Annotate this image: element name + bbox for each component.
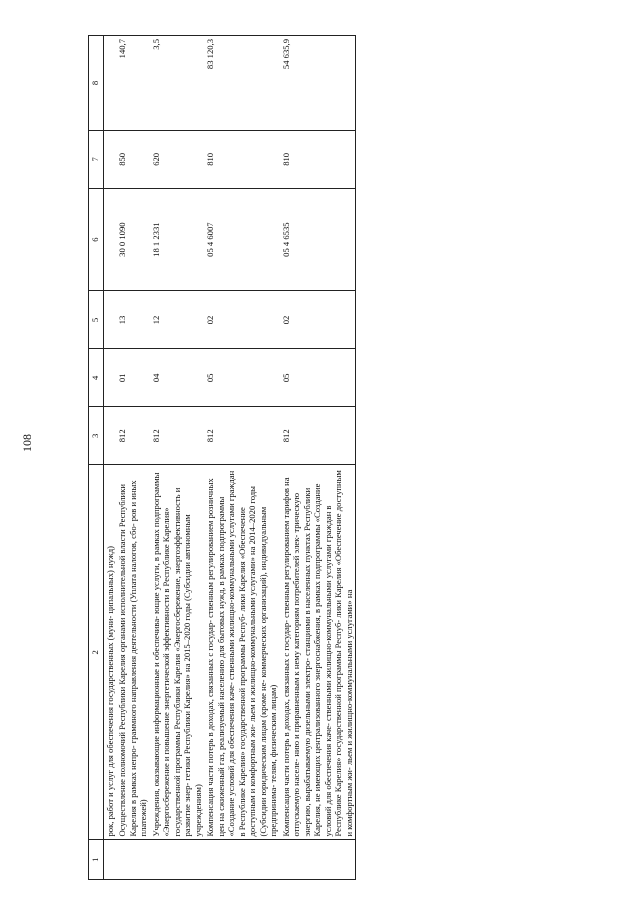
column-header: 4 bbox=[89, 349, 104, 407]
amount-cell: 140,7 bbox=[116, 36, 149, 131]
code-cell bbox=[104, 188, 117, 291]
row-number-cell bbox=[280, 840, 356, 880]
table-row bbox=[104, 36, 117, 880]
table-row bbox=[204, 36, 279, 880]
column-header: 1 bbox=[89, 840, 104, 880]
code-cell: 13 bbox=[116, 291, 149, 349]
row-number-cell bbox=[150, 840, 204, 880]
code-cell: 05 4 6535 bbox=[280, 188, 356, 291]
code-cell bbox=[104, 407, 117, 465]
table-row bbox=[280, 36, 356, 880]
code-cell: 01 bbox=[116, 349, 149, 407]
column-header: 3 bbox=[89, 407, 104, 465]
code-cell: 02 bbox=[280, 291, 356, 349]
column-header: 8 bbox=[89, 36, 104, 131]
description-cell: Учреждения, оказывающие информационные и обеспечива- ющие услуги, в рамках подпрограммы «Энергосбережение и повышение энергетической эффективности в Республике Карелия» государственной программы Республики Карелия «Энергосбережение, энергоэффективность и развитие энер- гетики Республики Карелия» на 2015–2020 годы (Субсидии автономным учреждениям) bbox=[150, 465, 204, 840]
code-cell bbox=[104, 130, 117, 188]
row-number-cell bbox=[104, 840, 117, 880]
column-header: 2 bbox=[89, 465, 104, 840]
page-number: 108 bbox=[20, 434, 34, 452]
code-cell bbox=[104, 291, 117, 349]
code-cell: 30 0 1090 bbox=[116, 188, 149, 291]
code-cell: 05 bbox=[204, 349, 279, 407]
code-cell: 812 bbox=[280, 407, 356, 465]
column-header: 6 bbox=[89, 188, 104, 291]
code-cell: 810 bbox=[204, 130, 279, 188]
description-cell: рок, работ и услуг для обеспечения государственных (муни- ципальных) нужд) bbox=[104, 465, 117, 840]
code-cell: 18 1 2331 bbox=[150, 188, 204, 291]
code-cell: 620 bbox=[150, 130, 204, 188]
code-cell: 812 bbox=[150, 407, 204, 465]
row-number-cell bbox=[204, 840, 279, 880]
code-cell bbox=[104, 349, 117, 407]
amount-cell bbox=[104, 36, 117, 131]
header-row bbox=[89, 36, 104, 880]
code-cell: 812 bbox=[116, 407, 149, 465]
description-cell: Компенсация части потерь в доходах, связанных с государ- ственным регулированием розничных цен на сжиженный газ, реализуемый населению для бытовых нужд, в рамках подпрограммы «Создание условий для обеспечения каче- ственными жилищно-коммунальными услугами граждан в Республике Карелия» государственной программы Респуб- лики Карелия «Обеспечение доступным и комфортным жи- льем и жилищно-коммунальными услугами» на 2014–2020 годы (Субсидии юридическим лицам (кроме не- коммерческих организаций), индивидуальным предпринима- телям, физическим лицам) bbox=[204, 465, 279, 840]
column-header: 5 bbox=[89, 291, 104, 349]
amount-cell: 83 120,3 bbox=[204, 36, 279, 131]
column-header: 7 bbox=[89, 130, 104, 188]
code-cell: 05 4 6007 bbox=[204, 188, 279, 291]
table-row bbox=[150, 36, 204, 880]
table-row bbox=[116, 36, 149, 880]
code-cell: 04 bbox=[150, 349, 204, 407]
code-cell: 810 bbox=[280, 130, 356, 188]
description-cell: Осуществление полномочий Республики Карелия органами исполнительной власти Республики Карелия в рамках непро- граммного направления деятельности (Уплата налогов, сбо- ров и иных платежей) bbox=[116, 465, 149, 840]
code-cell: 812 bbox=[204, 407, 279, 465]
code-cell: 850 bbox=[116, 130, 149, 188]
row-number-cell bbox=[116, 840, 149, 880]
amount-cell: 54 635,9 bbox=[280, 36, 356, 131]
description-cell: Компенсация части потерь в доходах, связанных с государ- ственным регулированием тарифов на отпускаемую населе- нию и приравненным к нему категориям потребителей элек- трическую энергию, вырабатываемую дизельными электро- станциями в населенных пунктах Республики Карелия, не имеющих централизованного энергоснабжения, в рамках подпрограммы «Создание условий для обеспечения каче- ственными жилищно-коммунальными услугами граждан в Республике Карелия» государственной программы Респуб- лики Карелия «Обеспечение доступным и комфортным жи- льем и жилищно-коммунальными услугами» на bbox=[280, 465, 356, 840]
amount-cell: 3,5 bbox=[150, 36, 204, 131]
budget-table bbox=[88, 35, 356, 880]
code-cell: 02 bbox=[204, 291, 279, 349]
code-cell: 12 bbox=[150, 291, 204, 349]
code-cell: 05 bbox=[280, 349, 356, 407]
rotated-table-page bbox=[88, 35, 618, 880]
